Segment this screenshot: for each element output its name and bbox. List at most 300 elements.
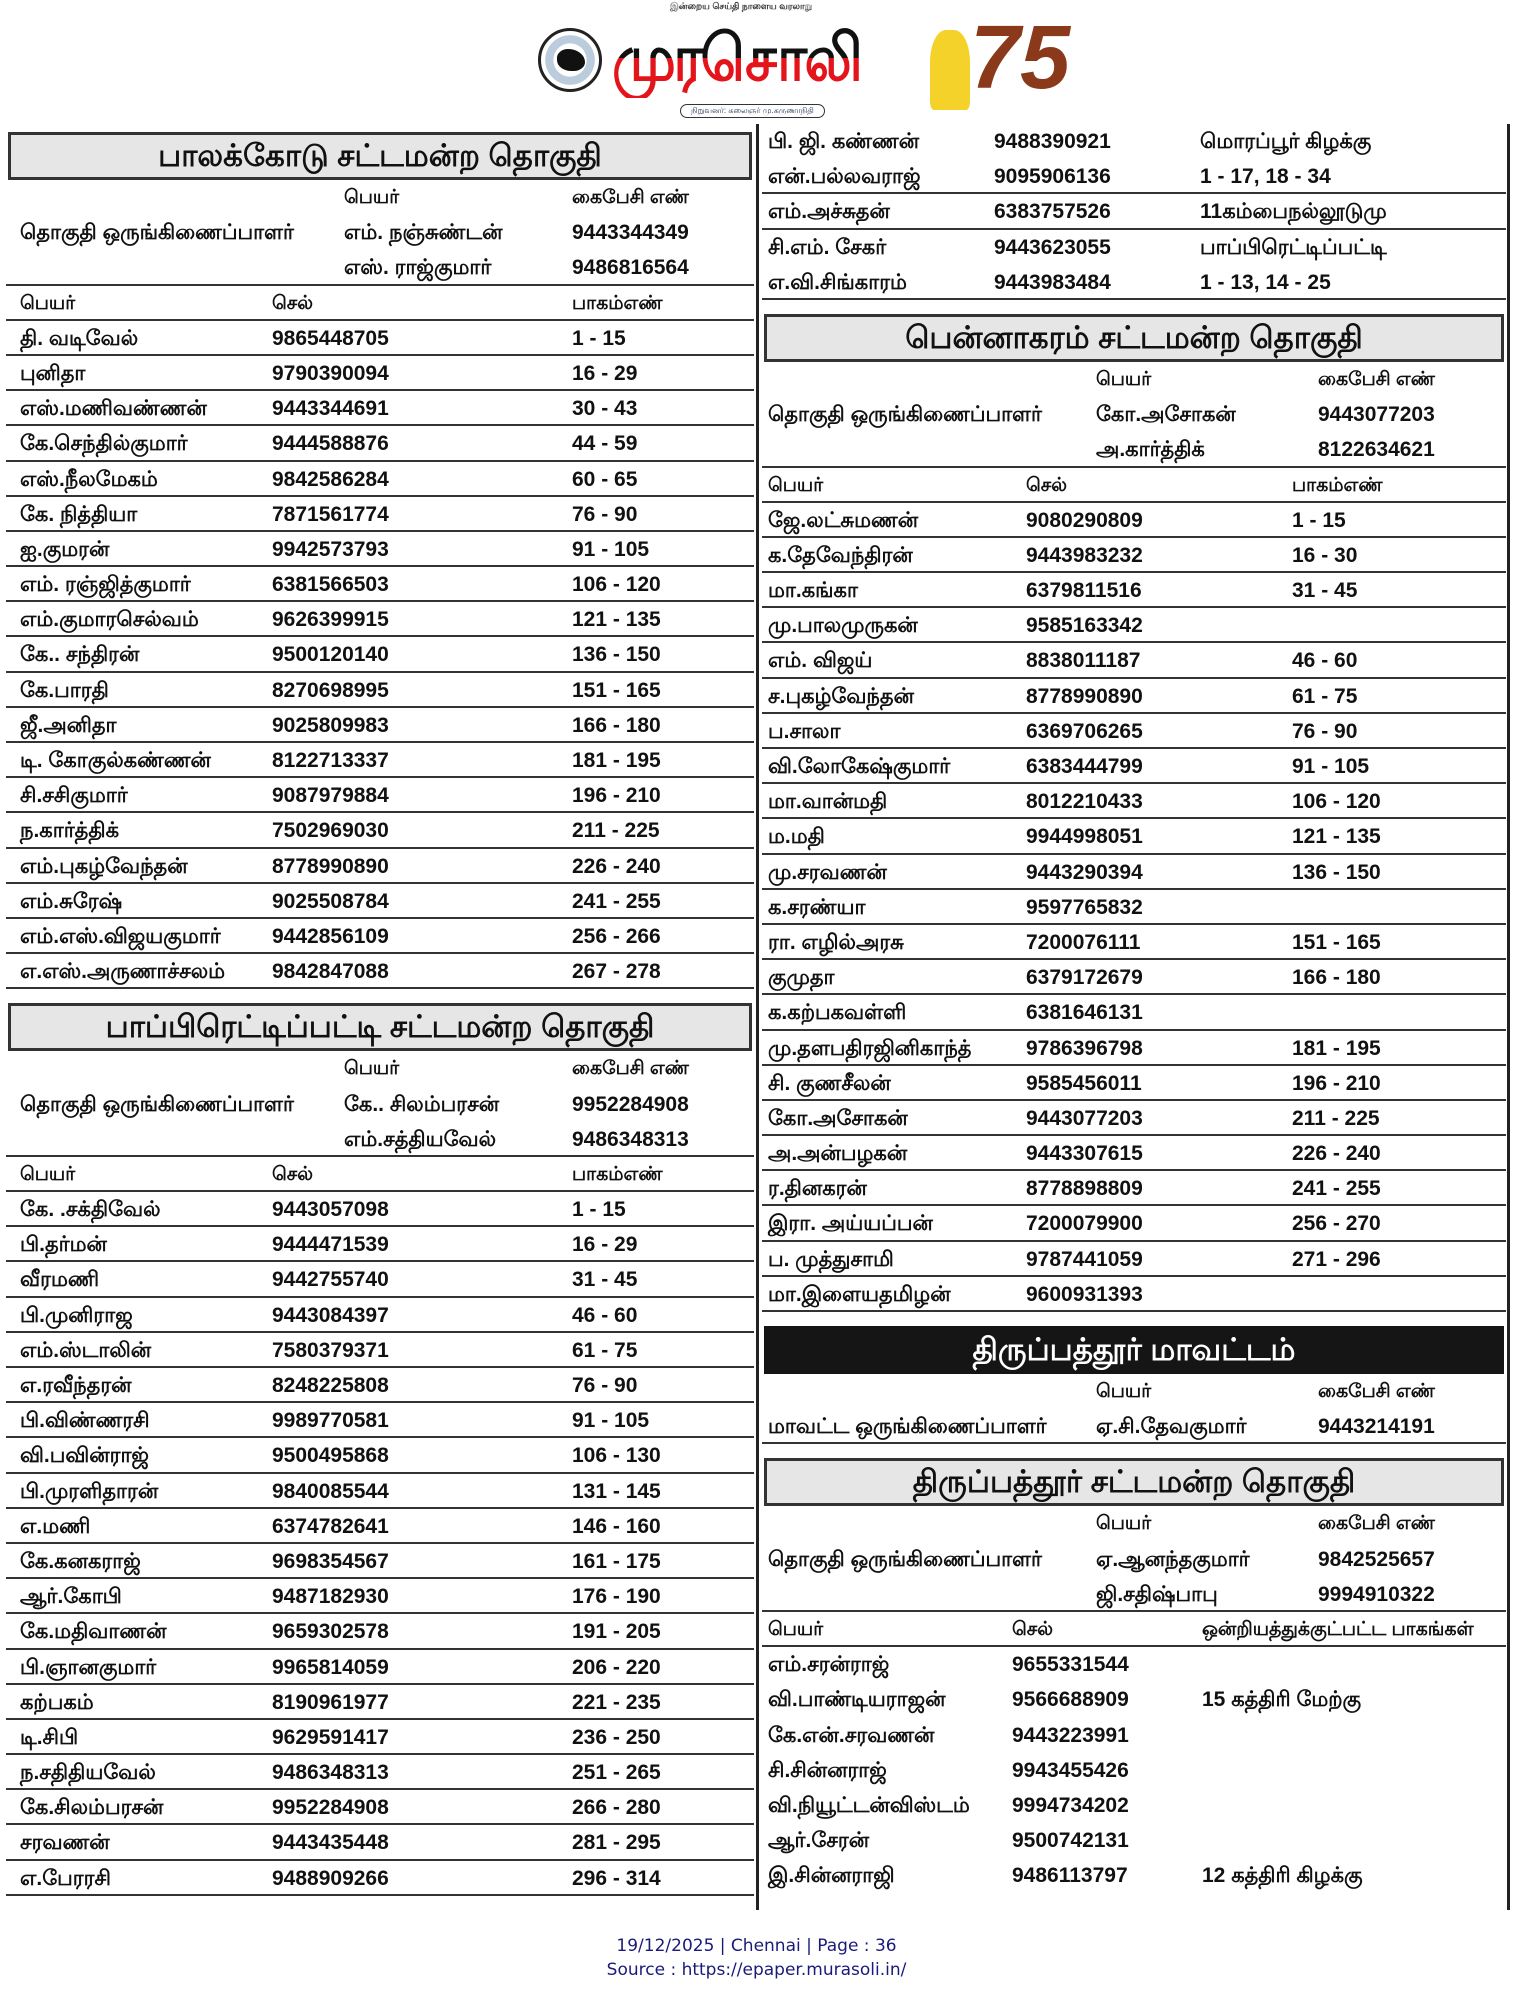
part-range: 211 - 225 xyxy=(1292,1106,1380,1130)
table-row xyxy=(762,230,1506,265)
table-row xyxy=(762,643,1506,678)
table-row xyxy=(6,1298,754,1333)
member-name: ந.சதிதியவேல் xyxy=(20,1761,156,1785)
coordinator-row xyxy=(762,397,1506,432)
member-name: பி. ஜி. கண்ணன் xyxy=(768,130,920,153)
part-range: 16 - 29 xyxy=(572,361,638,385)
part-header: பாகம்எண் xyxy=(572,1163,663,1185)
table-row xyxy=(6,1544,754,1579)
table-row xyxy=(762,1242,1506,1277)
member-phone: 8190961977 xyxy=(272,1690,389,1714)
member-phone: 9790390094 xyxy=(272,361,389,385)
part-range: 76 - 90 xyxy=(1292,719,1358,743)
coordinator-phone: 9842525657 xyxy=(1318,1547,1435,1571)
table-row xyxy=(6,532,754,567)
member-phone: 7502969030 xyxy=(272,819,389,843)
table-row xyxy=(6,919,754,954)
coordinator-name: ஏ.சி.தேவகுமார் xyxy=(1096,1415,1247,1439)
table-row xyxy=(762,1858,1506,1893)
member-phone: 7580379371 xyxy=(272,1338,389,1362)
member-phone: 9443223991 xyxy=(1012,1723,1129,1747)
member-phone: 9487182930 xyxy=(272,1585,389,1609)
member-name: மு.பாலமுருகன் xyxy=(768,614,918,638)
part-range: 131 - 145 xyxy=(572,1479,661,1503)
table-row xyxy=(6,1790,754,1825)
member-phone: 6379811516 xyxy=(1026,579,1142,603)
member-name: எஸ்.நீலமேகம் xyxy=(20,467,158,491)
table-row xyxy=(6,849,754,884)
part-range: 46 - 60 xyxy=(1292,649,1358,673)
coordinator-phone: 9486816564 xyxy=(572,256,689,280)
table-row xyxy=(6,321,754,356)
member-phone: 9840085544 xyxy=(272,1479,389,1503)
table-row xyxy=(762,679,1506,714)
part-range: 121 - 135 xyxy=(1292,825,1381,849)
coordinator-header-row xyxy=(6,180,754,215)
member-phone: 9989770581 xyxy=(272,1409,389,1433)
table-row xyxy=(762,749,1506,784)
name-header: பெயர் xyxy=(768,1618,824,1640)
coordinator-phone: 9994910322 xyxy=(1318,1582,1435,1606)
member-phone: 9443983484 xyxy=(994,270,1111,294)
member-name: மா.வான்மதி xyxy=(768,790,888,814)
member-name: ஜீ.அனிதா xyxy=(20,713,117,737)
name-header: பெயர் xyxy=(344,187,400,208)
part-range: 256 - 270 xyxy=(1292,1212,1381,1236)
member-name: பி.தர்மன் xyxy=(20,1233,107,1257)
part-range: 11கம்பைநல்லூடுமு xyxy=(1200,200,1387,224)
member-name: ஆர்.சேரன் xyxy=(768,1829,870,1853)
section-title: திருப்பத்தூர் சட்டமன்ற தொகுதி xyxy=(764,1458,1504,1506)
member-phone: 9443084397 xyxy=(272,1303,389,1327)
member-phone: 9500495868 xyxy=(272,1444,389,1468)
member-name: எ.எஸ்.அருணாச்சலம் xyxy=(20,960,226,984)
part-range: 151 - 165 xyxy=(572,678,661,702)
member-name: சி. குணசீலன் xyxy=(768,1071,891,1095)
table-row xyxy=(762,855,1506,890)
member-name: பி.ஞானகுமார் xyxy=(20,1655,157,1679)
member-phone: 9994734202 xyxy=(1012,1793,1129,1817)
member-phone: 8778898809 xyxy=(1026,1177,1143,1201)
mobile-header: கைபேசி எண் xyxy=(1318,1513,1435,1535)
mobile-header: கைபேசி எண் xyxy=(572,187,689,208)
section-title: பாப்பிரெட்டிப்பட்டி சட்டமன்ற தொகுதி xyxy=(8,1003,752,1051)
mobile-header: கைபேசி எண் xyxy=(572,1058,689,1080)
part-range: 191 - 205 xyxy=(572,1620,661,1644)
name-header: பெயர் xyxy=(20,292,76,314)
member-name: சி.சசிகுமார் xyxy=(20,784,128,808)
member-phone: 9087979884 xyxy=(272,784,389,808)
table-row xyxy=(6,1650,754,1685)
member-name: கே.. சந்திரன் xyxy=(20,643,140,667)
member-name: வி.பவின்ராஜ் xyxy=(20,1444,149,1468)
part-range: 60 - 65 xyxy=(572,467,638,491)
member-phone: 9865448705 xyxy=(272,326,389,350)
part-range: 46 - 60 xyxy=(572,1303,638,1327)
cell-header: செல் xyxy=(272,1163,314,1185)
member-name: கே.கனகராஜ் xyxy=(20,1549,141,1573)
table-row xyxy=(6,708,754,743)
table-row xyxy=(762,1031,1506,1066)
member-name: அ.அன்பழகன் xyxy=(768,1142,908,1166)
member-phone: 8778990890 xyxy=(272,854,389,878)
member-name: சரவணன் xyxy=(20,1831,110,1855)
table-row xyxy=(762,503,1506,538)
coordinator-row xyxy=(6,250,754,285)
member-phone: 9095906136 xyxy=(994,165,1111,189)
coordinator-name: ஜி.சதிஷ்பாபு xyxy=(1096,1582,1218,1606)
member-name: சி.சின்னராஜ் xyxy=(768,1758,887,1782)
name-header: பெயர் xyxy=(20,1163,76,1185)
member-name: வி.பாண்டியராஜன் xyxy=(768,1688,946,1712)
member-phone: 9442856109 xyxy=(272,924,389,948)
coordinator-name: கோ.அசோகன் xyxy=(1096,403,1236,427)
member-phone: 7871561774 xyxy=(272,502,389,526)
member-name: இ.சின்னராஜி xyxy=(768,1864,895,1888)
footer-source: Source : https://epaper.murasoli.in/ xyxy=(606,1960,907,1980)
part-range: 91 - 105 xyxy=(572,1409,650,1433)
coordinator-name: எஸ். ராஜ்குமார் xyxy=(344,256,492,280)
part-range: 106 - 120 xyxy=(572,573,661,597)
member-name: ஜே.லட்சுமணன் xyxy=(768,508,919,532)
table-row xyxy=(762,194,1506,229)
coordinator-name: அ.கார்த்திக் xyxy=(1096,438,1205,462)
member-phone: 9629591417 xyxy=(272,1725,389,1749)
table-row xyxy=(6,462,754,497)
coordinator-row xyxy=(762,432,1506,467)
table-row xyxy=(762,819,1506,854)
member-phone: 9597765832 xyxy=(1026,895,1143,919)
member-phone: 9952284908 xyxy=(272,1796,389,1820)
coordinator-row xyxy=(762,1542,1506,1577)
member-name: குமுதா xyxy=(768,966,835,990)
table-row xyxy=(762,714,1506,749)
member-name: ச.புகழ்வேந்தன் xyxy=(768,684,914,708)
part-range: 76 - 90 xyxy=(572,1374,638,1397)
member-phone: 9442755740 xyxy=(272,1268,389,1292)
member-phone: 9444471539 xyxy=(272,1233,389,1257)
masthead xyxy=(530,0,1071,122)
part-range: 196 - 210 xyxy=(572,784,661,808)
table-row xyxy=(762,1277,1506,1312)
member-phone: 8012210433 xyxy=(1026,790,1143,814)
table-row xyxy=(762,1206,1506,1241)
member-name: மா.இளையதமிழன் xyxy=(768,1282,951,1306)
part-range: 196 - 210 xyxy=(1292,1071,1381,1095)
part-range: 44 - 59 xyxy=(572,432,638,456)
anniversary-mark: 75 xyxy=(970,8,1071,108)
member-name: மு.தளபதிரஜினிகாந்த் xyxy=(768,1036,972,1060)
part-range: 251 - 265 xyxy=(572,1761,661,1785)
member-phone: 9942573793 xyxy=(272,537,389,561)
member-name: கற்பகம் xyxy=(20,1690,94,1714)
table-row xyxy=(762,573,1506,608)
coordinator-phone: 9486348313 xyxy=(572,1127,689,1151)
column-divider xyxy=(756,124,759,1910)
member-phone: 9842586284 xyxy=(272,467,389,491)
part-range: 226 - 240 xyxy=(1292,1142,1381,1166)
table-row xyxy=(6,1720,754,1755)
member-phone: 9944998051 xyxy=(1026,825,1143,849)
part-range: 1 - 17, 18 - 34 xyxy=(1200,165,1331,189)
table-row xyxy=(762,265,1506,300)
part-range: 241 - 255 xyxy=(1292,1177,1381,1201)
coordinator-row xyxy=(762,1409,1506,1444)
coordinator-label: மாவட்ட ஒருங்கிணைப்பாளர் xyxy=(768,1415,1047,1439)
part-range: 1 - 15 xyxy=(572,326,626,350)
coordinator-phone: 9443344349 xyxy=(572,221,689,245)
member-name: பி.முனிராஜ xyxy=(20,1303,133,1327)
coordinator-header-row xyxy=(6,1051,754,1086)
member-name: கோ.அசோகன் xyxy=(768,1106,908,1130)
table-row xyxy=(6,637,754,672)
part-range: 31 - 45 xyxy=(572,1268,638,1292)
part-range: 16 - 30 xyxy=(1292,543,1358,567)
member-phone: 9626399915 xyxy=(272,608,389,632)
member-name: மா.கங்கா xyxy=(768,579,858,603)
table-row xyxy=(6,1227,754,1262)
member-phone: 9500742131 xyxy=(1012,1829,1129,1853)
part-range: 1 - 15 xyxy=(572,1198,626,1222)
table-row xyxy=(6,1685,754,1720)
member-phone: 6381566503 xyxy=(272,573,389,597)
newspaper-logo: முரசொலி xyxy=(612,18,860,98)
coordinator-label: தொகுதி ஒருங்கிணைப்பாளர் xyxy=(20,1092,294,1116)
member-name: மு.சரவணன் xyxy=(768,860,887,884)
name-header: பெயர் xyxy=(1096,368,1152,390)
cell-header: செல் xyxy=(1026,474,1068,496)
part-range: 236 - 250 xyxy=(572,1725,661,1749)
member-phone: 6383444799 xyxy=(1026,755,1143,778)
member-name: வீரமணி xyxy=(20,1268,100,1292)
member-name: வி.நியூட்டன்விஸ்டம் xyxy=(768,1793,970,1817)
footer-date: 19/12/2025 | Chennai | Page : 36 xyxy=(616,1936,897,1956)
member-name: எம்.சரன்ராஜ் xyxy=(768,1653,890,1677)
table-row xyxy=(6,1509,754,1544)
member-phone: 9080290809 xyxy=(1026,508,1143,532)
member-name: ப. முத்துசாமி xyxy=(768,1247,894,1271)
part-range: 12 கத்திரி கிழக்கு xyxy=(1202,1864,1363,1888)
part-range: 146 - 160 xyxy=(572,1514,661,1538)
member-phone: 9443307615 xyxy=(1026,1142,1143,1166)
table-row xyxy=(6,1368,754,1403)
table-row xyxy=(762,1753,1506,1788)
table-row xyxy=(6,1438,754,1473)
table-row xyxy=(6,1861,754,1896)
member-name: கே.மதிவாணன் xyxy=(20,1620,167,1644)
member-phone: 8778990890 xyxy=(1026,684,1143,708)
member-phone: 9965814059 xyxy=(272,1655,389,1679)
member-name: க.சரண்யா xyxy=(768,895,866,919)
table-row xyxy=(762,124,1506,159)
member-name: எம். விஜய் xyxy=(768,649,873,673)
member-name: புனிதா xyxy=(20,361,86,385)
member-name: ஐ.குமரன் xyxy=(20,537,110,561)
part-range: 1 - 13, 14 - 25 xyxy=(1200,270,1331,294)
member-phone: 9786396798 xyxy=(1026,1036,1143,1060)
table-row xyxy=(6,1333,754,1368)
member-phone: 6374782641 xyxy=(272,1514,389,1538)
coordinator-row xyxy=(6,1122,754,1157)
table-row xyxy=(6,743,754,778)
member-phone: 9025809983 xyxy=(272,713,389,737)
part-range: 121 - 135 xyxy=(572,608,661,632)
table-row xyxy=(6,356,754,391)
member-phone: 9443290394 xyxy=(1026,860,1143,884)
part-range: 151 - 165 xyxy=(1292,930,1381,954)
coordinator-header-row xyxy=(762,1374,1506,1409)
member-phone: 9842847088 xyxy=(272,960,389,984)
member-name: வி.லோகேஷ்குமார் xyxy=(768,755,951,778)
section-title: பென்னாகரம் சட்டமன்ற தொகுதி xyxy=(764,314,1504,362)
tagline: இன்றைய செய்தி நாளைய வரலாறு xyxy=(670,1,813,11)
table-row xyxy=(762,960,1506,995)
table-row xyxy=(762,1647,1506,1682)
table-row xyxy=(6,1579,754,1614)
member-phone: 9659302578 xyxy=(272,1620,389,1644)
member-name: ப.சாலா xyxy=(768,719,841,743)
member-phone: 6381646131 xyxy=(1026,1001,1143,1025)
coordinator-row xyxy=(6,215,754,250)
founder-caption: நிறுவனர்: கலைஞர் மு.கருணாநிதி xyxy=(680,104,825,118)
member-name: எ.வி.சிங்காரம் xyxy=(768,270,907,294)
section-title: பாலக்கோடு சட்டமன்ற தொகுதி xyxy=(8,132,752,180)
name-header: பெயர் xyxy=(768,474,824,496)
member-name: பி.முரளிதாரன் xyxy=(20,1479,159,1503)
coordinator-header-row xyxy=(762,362,1506,397)
coordinator-phone: 9443077203 xyxy=(1318,403,1435,427)
member-name: கே.செந்தில்குமார் xyxy=(20,432,188,456)
section-title: திருப்பத்தூர் மாவட்டம் xyxy=(764,1326,1504,1374)
cell-header: செல் xyxy=(272,292,314,314)
left-column xyxy=(6,124,754,1896)
part-range: 266 - 280 xyxy=(572,1796,661,1820)
part-header: பாகம்எண் xyxy=(572,292,663,314)
member-phone: 9488909266 xyxy=(272,1866,389,1890)
member-phone: 9443983232 xyxy=(1026,543,1143,567)
member-phone: 8248225808 xyxy=(272,1374,389,1397)
member-phone: 9655331544 xyxy=(1012,1653,1129,1677)
member-name: எம்.குமாரசெல்வம் xyxy=(20,608,199,632)
part-range: 176 - 190 xyxy=(572,1585,661,1609)
member-name: தி. வடிவேல் xyxy=(20,326,139,350)
coordinator-label: தொகுதி ஒருங்கிணைப்பாளர் xyxy=(20,221,294,245)
part-range: 91 - 105 xyxy=(1292,755,1370,778)
table-header-row xyxy=(762,468,1506,503)
member-name: ந.கார்த்திக் xyxy=(20,819,120,843)
table-row xyxy=(6,1474,754,1509)
coordinator-label: தொகுதி ஒருங்கிணைப்பாளர் xyxy=(768,1547,1042,1571)
part-range: 267 - 278 xyxy=(572,960,661,984)
part-range: 1 - 15 xyxy=(1292,508,1346,532)
part-range: 161 - 175 xyxy=(572,1549,661,1573)
part-range: 226 - 240 xyxy=(572,854,661,878)
member-phone: 9585456011 xyxy=(1026,1071,1142,1095)
table-row xyxy=(762,608,1506,643)
table-row xyxy=(6,567,754,602)
member-phone: 6383757526 xyxy=(994,200,1111,224)
table-header-row xyxy=(762,1612,1506,1647)
member-phone: 8270698995 xyxy=(272,678,389,702)
part-range: 106 - 130 xyxy=(572,1444,661,1468)
member-phone: 7200079900 xyxy=(1026,1212,1143,1236)
member-phone: 9943455426 xyxy=(1012,1758,1129,1782)
table-row xyxy=(762,1066,1506,1101)
part-range: 30 - 43 xyxy=(572,397,638,421)
member-phone: 9443435448 xyxy=(272,1831,389,1855)
member-name: எ.மணி xyxy=(20,1514,91,1538)
member-name: பி.விண்ணரசி xyxy=(20,1409,150,1433)
right-column xyxy=(762,124,1506,1893)
member-name: எம்.புகழ்வேந்தன் xyxy=(20,854,188,878)
table-row xyxy=(6,1755,754,1790)
part-range: 271 - 296 xyxy=(1292,1247,1381,1271)
coordinator-phone: 8122634621 xyxy=(1318,438,1435,462)
member-phone: 9025508784 xyxy=(272,889,389,913)
member-name: எம்.அச்சுதன் xyxy=(768,200,890,224)
member-name: சி.எம். சேகர் xyxy=(768,235,887,259)
part-range: 76 - 90 xyxy=(572,502,638,526)
table-row xyxy=(762,1718,1506,1753)
table-row xyxy=(6,1192,754,1227)
part-range: 221 - 235 xyxy=(572,1690,661,1714)
table-row xyxy=(762,538,1506,573)
part-range: 136 - 150 xyxy=(1292,860,1381,884)
member-phone: 9443344691 xyxy=(272,397,389,421)
table-row xyxy=(6,884,754,919)
table-row xyxy=(6,1403,754,1438)
table-row xyxy=(762,1682,1506,1717)
table-row xyxy=(762,159,1506,194)
member-name: கே. .சக்திவேல் xyxy=(20,1198,161,1222)
cell-header: செல் xyxy=(1012,1618,1054,1640)
part-range: 15 கத்திரி மேற்கு xyxy=(1202,1688,1362,1712)
table-row xyxy=(6,1614,754,1649)
part-range: 61 - 75 xyxy=(572,1338,638,1362)
member-phone: 8838011187 xyxy=(1026,649,1141,673)
member-name: டி.சிபி xyxy=(20,1725,79,1749)
member-name: க.தேவேந்திரன் xyxy=(768,543,913,567)
right-border xyxy=(1507,124,1510,1910)
member-phone: 9488390921 xyxy=(994,130,1111,153)
member-phone: 6379172679 xyxy=(1026,966,1143,990)
member-phone: 8122713337 xyxy=(272,749,389,772)
part-range: 181 - 195 xyxy=(572,749,661,772)
table-row xyxy=(762,1171,1506,1206)
table-row xyxy=(6,954,754,989)
member-phone: 9566688909 xyxy=(1012,1688,1129,1712)
part-range: 16 - 29 xyxy=(572,1233,638,1257)
coordinator-name: எம். நஞ்சுண்டன் xyxy=(344,221,503,245)
member-name: கே.என்.சரவணன் xyxy=(768,1723,935,1747)
member-name: எம்.சுரேஷ் xyxy=(20,889,123,913)
member-name: டி. கோகுல்கண்ணன் xyxy=(20,749,211,772)
member-name: கே. நித்தியா xyxy=(20,502,138,526)
mobile-header: கைபேசி எண் xyxy=(1318,368,1435,390)
coordinator-phone: 9443214191 xyxy=(1318,1415,1435,1439)
name-header: பெயர் xyxy=(1096,1513,1152,1535)
party-emblem-icon xyxy=(538,28,602,92)
table-row xyxy=(6,497,754,532)
member-name: கே.பாரதி xyxy=(20,678,109,702)
member-phone: 7200076111 xyxy=(1026,930,1141,954)
member-phone: 9698354567 xyxy=(272,1549,389,1573)
table-row xyxy=(762,1101,1506,1136)
part-range: 296 - 314 xyxy=(572,1866,661,1890)
member-phone: 9500120140 xyxy=(272,643,389,667)
part-range: 181 - 195 xyxy=(1292,1036,1381,1060)
member-name: எம். ரஞ்ஜித்குமார் xyxy=(20,573,191,597)
